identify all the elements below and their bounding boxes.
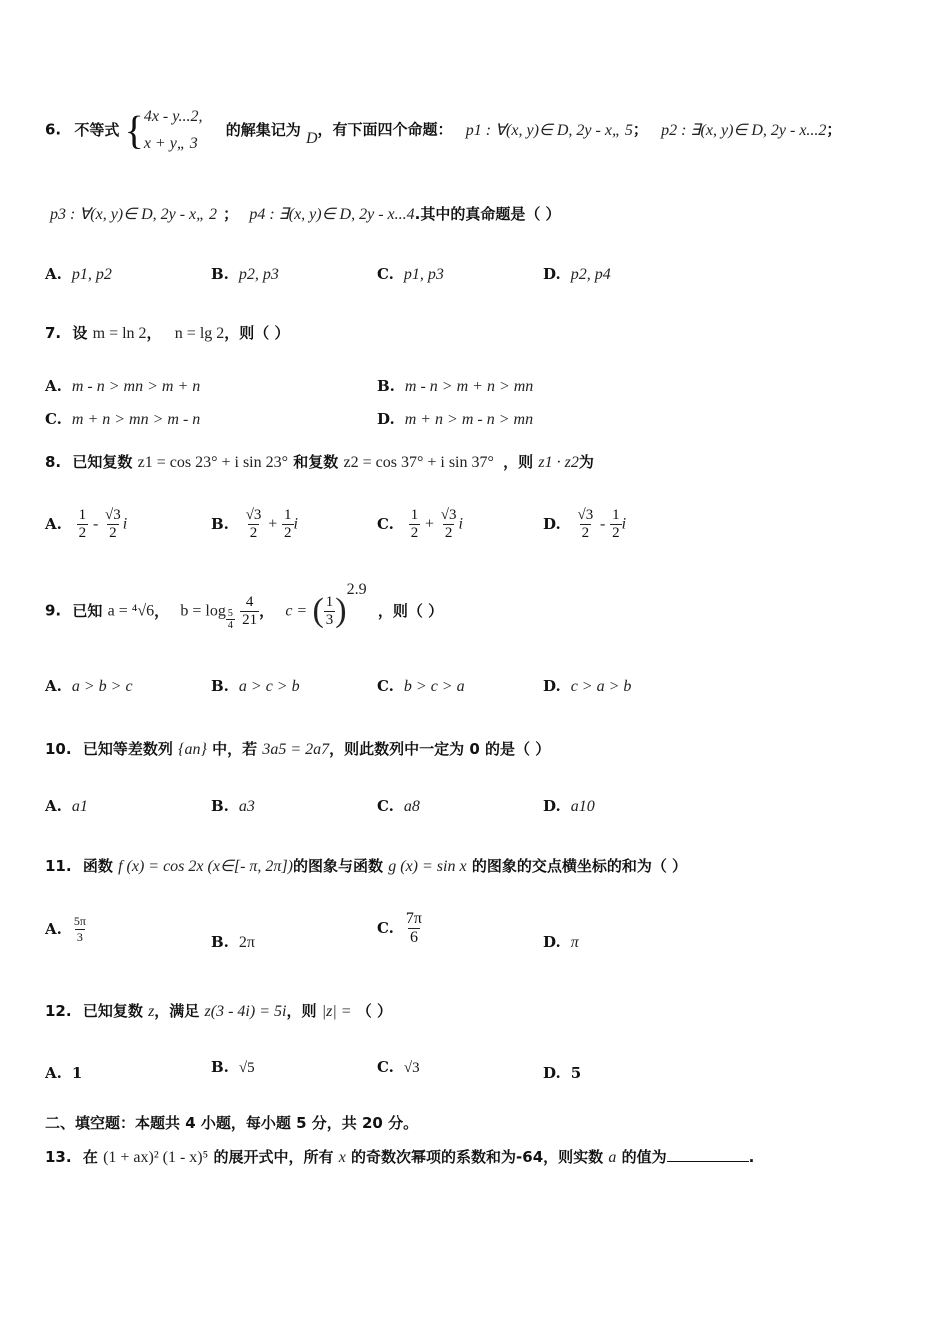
separator: ； bbox=[632, 120, 648, 139]
fraction bbox=[324, 594, 336, 629]
condition: z(3 - 4i) = 5i bbox=[204, 1003, 287, 1020]
option-text: a10 bbox=[570, 798, 595, 815]
question-text: 已知复数 bbox=[72, 453, 133, 471]
option-a[interactable] bbox=[45, 377, 200, 396]
question-text: 的奇数次幂项的系数和为-64，则实数 bbox=[351, 1148, 604, 1166]
option-label: D. bbox=[543, 1064, 561, 1082]
option-text: m + n > mn > m - n bbox=[71, 411, 201, 428]
paren-right: ) bbox=[335, 592, 347, 629]
option-label: C. bbox=[377, 677, 394, 695]
option-text: a8 bbox=[403, 798, 420, 815]
option-label: C. bbox=[45, 410, 62, 428]
question-text: 的图象的交点横坐标的和为（ ） bbox=[471, 857, 688, 875]
option-text: 2π bbox=[238, 934, 255, 951]
brace-symbol: { bbox=[124, 107, 144, 153]
z-symbol: z bbox=[148, 1003, 155, 1020]
option-text: 1 bbox=[71, 1064, 83, 1082]
x-symbol: x bbox=[338, 1149, 346, 1166]
question-7 bbox=[45, 322, 290, 343]
option-b[interactable] bbox=[211, 797, 255, 816]
option-a[interactable] bbox=[45, 507, 127, 542]
abs-z: |z| = bbox=[321, 1003, 352, 1020]
option-label: B. bbox=[211, 797, 229, 815]
question-text: ，满足 bbox=[154, 1002, 200, 1020]
question-text: ，则（ ） bbox=[377, 601, 444, 620]
option-text: m + n > m - n > mn bbox=[404, 411, 534, 428]
denominator: 2 bbox=[109, 525, 117, 541]
option-a[interactable] bbox=[45, 797, 88, 816]
fraction bbox=[439, 507, 459, 542]
fraction bbox=[244, 507, 264, 542]
option-label: A. bbox=[45, 514, 62, 533]
fraction bbox=[240, 594, 259, 629]
option-text: 5 bbox=[570, 1064, 582, 1082]
option-c[interactable] bbox=[377, 910, 424, 947]
option-c[interactable] bbox=[377, 1058, 420, 1077]
fraction bbox=[610, 507, 622, 542]
separator: ； bbox=[223, 205, 239, 223]
z2-definition: z2 = cos 37° + i sin 37° bbox=[343, 454, 494, 471]
sqrt-symbol: √ bbox=[245, 507, 254, 523]
option-label: A. bbox=[45, 919, 62, 938]
denominator: 2 bbox=[284, 525, 292, 541]
option-label: B. bbox=[211, 1058, 229, 1076]
option-a[interactable] bbox=[45, 1064, 92, 1082]
sqrt-symbol: √ bbox=[105, 507, 114, 523]
separator: ， bbox=[154, 601, 170, 620]
question-number: 10. bbox=[45, 740, 72, 758]
option-text: b > c > a bbox=[403, 678, 465, 695]
option-b[interactable] bbox=[211, 265, 279, 284]
question-text: 的展开式中，所有 bbox=[213, 1148, 334, 1166]
separator: ， bbox=[259, 601, 275, 620]
question-text: 的值为 bbox=[621, 1148, 667, 1166]
question-text: 和复数 bbox=[293, 453, 339, 471]
option-label: D. bbox=[543, 677, 561, 695]
inequality-1: 4x - y...2, bbox=[143, 108, 203, 125]
imaginary-unit: i bbox=[293, 515, 298, 533]
section-heading: 二、填空题：本题共 4 小题，每小题 5 分，共 20 分。 bbox=[45, 1114, 419, 1132]
fraction bbox=[72, 914, 88, 945]
option-d[interactable] bbox=[543, 933, 579, 952]
question-text: 中，若 bbox=[212, 740, 258, 758]
question-10 bbox=[45, 738, 550, 759]
sqrt-symbol: √ bbox=[577, 507, 586, 523]
question-text: 在 bbox=[82, 1148, 98, 1166]
option-label: D. bbox=[543, 265, 561, 283]
option-c[interactable] bbox=[377, 507, 463, 542]
numerator: 5 bbox=[227, 607, 233, 619]
z1-definition: z1 = cos 23° + i sin 23° bbox=[137, 454, 289, 471]
radicand: 3 bbox=[449, 507, 457, 523]
option-label: A. bbox=[45, 797, 62, 815]
denominator: 3 bbox=[325, 611, 334, 628]
log-base-fraction bbox=[226, 608, 235, 631]
option-c[interactable] bbox=[377, 265, 444, 284]
denominator: 2 bbox=[78, 525, 87, 541]
inequality-system bbox=[144, 103, 203, 157]
option-label: A. bbox=[45, 265, 62, 283]
question-text: 已知复数 bbox=[82, 1002, 143, 1020]
option-label: A. bbox=[45, 1064, 62, 1082]
option-c[interactable] bbox=[377, 677, 465, 696]
f-definition: f (x) = cos 2x (x∈[- π, 2π]) bbox=[118, 858, 293, 875]
question-text: 函数 bbox=[82, 857, 113, 875]
option-b[interactable] bbox=[211, 1058, 255, 1077]
proposition-p1: p1 : ∀(x, y)∈ D, 2y - x„ 5 bbox=[465, 121, 633, 139]
question-text: ，则此数列中一定为 0 的是（ ） bbox=[329, 740, 551, 758]
a-definition: a = ⁴√6 bbox=[107, 602, 155, 620]
imaginary-unit: i bbox=[458, 515, 463, 533]
z-product: z1 · z2 bbox=[538, 454, 579, 471]
option-text: m - n > m + n > mn bbox=[404, 378, 534, 395]
fraction bbox=[409, 507, 421, 542]
option-text: π bbox=[570, 934, 579, 951]
proposition-p4: p4 : ∃(x, y)∈ D, 2y - x...4 bbox=[249, 206, 415, 223]
numerator bbox=[439, 507, 459, 524]
denominator: 21 bbox=[242, 611, 258, 628]
option-d[interactable] bbox=[543, 1064, 591, 1082]
inequality-2: x + y„ 3 bbox=[143, 135, 198, 152]
numerator bbox=[575, 507, 595, 524]
operator: - bbox=[92, 515, 99, 533]
set-D: D bbox=[305, 129, 318, 147]
fraction bbox=[282, 507, 294, 542]
option-text: a > c > b bbox=[238, 678, 300, 695]
option-b[interactable] bbox=[377, 377, 533, 396]
c-prefix: c = bbox=[285, 602, 308, 620]
radicand: 3 bbox=[412, 1060, 420, 1076]
denominator: 2 bbox=[581, 525, 590, 541]
b-log-prefix: b = log bbox=[180, 602, 226, 620]
separator: ； bbox=[826, 120, 842, 139]
question-text: 已知 bbox=[72, 601, 103, 620]
option-text: p1, p2 bbox=[71, 266, 112, 283]
option-label: B. bbox=[211, 677, 229, 695]
operator: + bbox=[268, 515, 278, 533]
fraction bbox=[103, 507, 123, 542]
question-text: .其中的真命题是（ ） bbox=[414, 205, 561, 223]
option-d[interactable] bbox=[543, 677, 631, 696]
question-text: ，则（ ） bbox=[224, 324, 290, 342]
option-label: C. bbox=[377, 797, 394, 815]
question-text: ，有下面四个命题： bbox=[317, 120, 453, 139]
question-text: 的解集记为 bbox=[225, 120, 301, 139]
question-8 bbox=[45, 451, 594, 472]
paren-left: ( bbox=[312, 592, 324, 629]
question-number: 13. bbox=[45, 1148, 72, 1166]
option-text: c > a > b bbox=[570, 678, 632, 695]
option-d[interactable] bbox=[543, 797, 595, 816]
fraction bbox=[575, 507, 595, 542]
expression: (1 + ax)² (1 - x)⁵ bbox=[103, 1149, 209, 1166]
numerator: 1 bbox=[325, 593, 334, 610]
option-b[interactable] bbox=[211, 933, 255, 952]
question-number: 6. bbox=[45, 120, 62, 139]
m-definition: m = ln 2 bbox=[92, 325, 147, 342]
option-a[interactable] bbox=[45, 677, 133, 696]
radicand: 3 bbox=[253, 507, 262, 523]
option-text: a > b > c bbox=[71, 678, 133, 695]
option-c[interactable] bbox=[45, 410, 200, 429]
answer-blank[interactable] bbox=[667, 1147, 749, 1162]
option-label: C. bbox=[377, 918, 394, 937]
option-label: A. bbox=[45, 377, 62, 395]
numerator: 5π bbox=[73, 914, 86, 928]
option-text: p2, p4 bbox=[570, 266, 611, 283]
option-d[interactable] bbox=[377, 410, 533, 429]
option-c[interactable] bbox=[377, 797, 420, 816]
exponent: 2.9 bbox=[346, 580, 367, 598]
imaginary-unit: i bbox=[122, 515, 128, 533]
question-text: ，则 bbox=[503, 453, 534, 471]
denominator: 3 bbox=[76, 930, 83, 944]
option-label: D. bbox=[543, 797, 561, 815]
operator: + bbox=[424, 515, 434, 533]
denominator: 2 bbox=[249, 525, 258, 541]
question-text: ，则 bbox=[286, 1002, 317, 1020]
option-d[interactable] bbox=[543, 507, 626, 542]
option-label: B. bbox=[377, 377, 395, 395]
numerator bbox=[244, 507, 264, 524]
question-text: 不等式 bbox=[74, 120, 120, 139]
option-label: B. bbox=[211, 265, 229, 283]
question-text: 为 bbox=[578, 453, 594, 471]
option-a[interactable] bbox=[45, 914, 88, 945]
proposition-p2: p2 : ∃(x, y)∈ D, 2y - x...2 bbox=[661, 121, 827, 139]
denominator: 2 bbox=[612, 525, 620, 541]
option-label: A. bbox=[45, 677, 62, 695]
option-label: D. bbox=[543, 514, 561, 533]
numerator: 1 bbox=[284, 507, 292, 523]
n-definition: n = lg 2 bbox=[174, 325, 225, 342]
option-label: B. bbox=[211, 933, 229, 951]
option-a[interactable] bbox=[45, 265, 112, 284]
proposition-p3: p3 : ∀(x, y)∈ D, 2y - x„ 2 bbox=[50, 206, 218, 223]
g-definition: g (x) = sin x bbox=[388, 858, 467, 875]
option-text: p1, p3 bbox=[403, 266, 444, 283]
option-label: B. bbox=[211, 514, 229, 533]
option-label: C. bbox=[377, 265, 394, 283]
denominator: 4 bbox=[227, 619, 233, 631]
option-b[interactable] bbox=[211, 507, 298, 542]
radicand: 5 bbox=[247, 1060, 255, 1076]
a-symbol: a bbox=[608, 1149, 617, 1166]
numerator: 1 bbox=[410, 507, 419, 523]
question-number: 8. bbox=[45, 453, 62, 471]
question-11 bbox=[45, 855, 687, 876]
question-number: 7. bbox=[45, 324, 62, 342]
radicand: 3 bbox=[113, 507, 121, 523]
option-label: D. bbox=[377, 410, 395, 428]
condition: 3a5 = 2a7 bbox=[262, 741, 330, 758]
denominator: 6 bbox=[409, 929, 418, 946]
option-text: a3 bbox=[238, 798, 255, 815]
denominator: 2 bbox=[410, 525, 419, 541]
denominator: 2 bbox=[444, 525, 453, 541]
question-text: 设 bbox=[72, 324, 88, 342]
question-number: 11. bbox=[45, 857, 72, 875]
question-text: （ ） bbox=[356, 1002, 392, 1020]
operator: - bbox=[600, 515, 606, 533]
imaginary-unit: i bbox=[621, 515, 627, 533]
sequence-symbol: {an} bbox=[178, 741, 207, 758]
option-label: D. bbox=[543, 933, 561, 951]
sqrt-symbol: √ bbox=[403, 1060, 413, 1076]
question-6 bbox=[45, 103, 841, 157]
question-12 bbox=[45, 1000, 392, 1021]
option-label: C. bbox=[377, 514, 394, 533]
numerator: 1 bbox=[612, 507, 620, 523]
separator: ， bbox=[146, 324, 162, 342]
option-text: m - n > mn > m + n bbox=[71, 378, 201, 395]
numerator: 1 bbox=[78, 507, 87, 523]
question-13 bbox=[45, 1146, 754, 1167]
question-number: 9. bbox=[45, 601, 62, 620]
option-d[interactable] bbox=[543, 265, 611, 284]
fraction bbox=[404, 910, 424, 947]
question-text: 的图象与函数 bbox=[293, 857, 384, 875]
fraction bbox=[77, 507, 89, 542]
option-text: a1 bbox=[71, 798, 88, 815]
radicand: 3 bbox=[585, 507, 594, 523]
question-number: 12. bbox=[45, 1002, 72, 1020]
option-text: p2, p3 bbox=[238, 266, 279, 283]
sqrt-symbol: √ bbox=[440, 507, 450, 523]
question-text: 已知等差数列 bbox=[82, 740, 173, 758]
numerator bbox=[103, 507, 123, 524]
question-9 bbox=[45, 580, 444, 631]
numerator: 7π bbox=[405, 910, 422, 927]
sqrt-symbol: √ bbox=[238, 1060, 248, 1076]
option-b[interactable] bbox=[211, 677, 300, 696]
option-label: C. bbox=[377, 1058, 394, 1076]
question-6-line2 bbox=[50, 203, 561, 224]
numerator: 4 bbox=[245, 593, 254, 610]
question-text: . bbox=[748, 1148, 755, 1166]
